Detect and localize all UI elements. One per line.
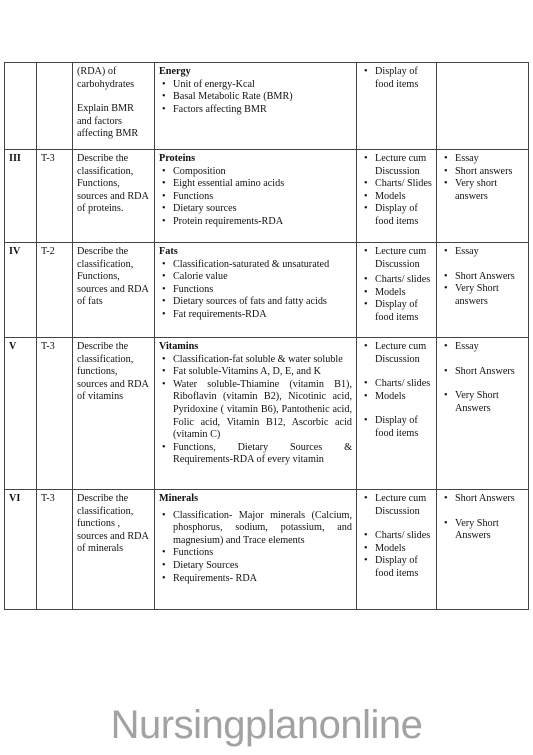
list-item: • Charts/ Slides xyxy=(375,178,432,191)
list-item: • Requirements- RDA xyxy=(173,573,352,586)
spacer xyxy=(77,91,150,103)
list-item: • Dietary sources xyxy=(173,203,352,216)
methods-cell xyxy=(357,63,437,150)
list-item: • Functions xyxy=(173,191,352,204)
table-row xyxy=(5,338,529,490)
list-item: • Lecture cum Discussion xyxy=(375,153,432,178)
list-item: • Models xyxy=(375,391,432,404)
time-cell xyxy=(37,63,73,150)
objective-text: (RDA) of carbohydrates xyxy=(77,66,135,90)
assessment-list xyxy=(441,341,524,415)
content-heading: Proteins xyxy=(159,153,196,164)
content-cell xyxy=(155,63,357,150)
assessment-list xyxy=(441,493,524,543)
content-heading: Minerals xyxy=(159,493,199,504)
list-item: • Charts/ slides xyxy=(375,530,432,543)
list-item: • Water soluble-Thiamine (vitamin B1), Riboflavin (vitamin B2), Nicotinic acid, Pyridoxine ( vitamin B6), Pantothenic acid, Folic acid, Vitamin B12, Ascorbic acid (vitamin C) xyxy=(173,379,352,442)
list-item: • Display of food items xyxy=(375,66,432,91)
unit-cell xyxy=(5,63,37,150)
content-cell xyxy=(155,150,357,243)
list-item: • Fat requirements-RDA xyxy=(173,309,352,322)
unit-cell: III xyxy=(5,150,37,243)
list-item: • Functions, Dietary Sources & Requirements-RDA of every vitamin xyxy=(173,442,352,467)
methods-list xyxy=(361,341,432,441)
content-cell xyxy=(155,490,357,610)
list-item: • Lecture cum Discussion xyxy=(375,341,432,366)
list-item: • Very Short Answers xyxy=(455,518,524,543)
list-item: • Factors affecting BMR xyxy=(173,104,352,117)
objective-text: Explain BMR and factors affecting BMR xyxy=(77,103,139,140)
time-cell: T-2 xyxy=(37,243,73,338)
assessment-cell xyxy=(437,150,529,243)
list-item: • Display of food items xyxy=(375,203,432,228)
list-item: • Short Answers xyxy=(455,271,524,284)
content-cell xyxy=(155,243,357,338)
content-list xyxy=(159,166,352,229)
assessment-cell xyxy=(437,243,529,338)
list-item: • Very Short Answers xyxy=(455,390,524,415)
content-list xyxy=(159,354,352,467)
list-item: • Models xyxy=(375,543,432,556)
objective-cell: Describe the classification, Functions, sources and RDA of proteins. xyxy=(73,150,155,243)
list-item: • Composition xyxy=(173,166,352,179)
list-item: • Essay xyxy=(455,153,524,166)
list-item: • Models xyxy=(375,191,432,204)
list-item: • Charts/ slides xyxy=(375,378,432,391)
assessment-list xyxy=(441,246,524,308)
list-item: • Dietary sources of fats and fatty acids xyxy=(173,296,352,309)
list-item: • Very short answers xyxy=(455,178,524,203)
methods-cell xyxy=(357,490,437,610)
list-item: • Fat soluble-Vitamins A, D, E, and K xyxy=(173,366,352,379)
content-heading: Energy xyxy=(159,66,191,77)
list-item: • Classification-fat soluble & water soluble xyxy=(173,354,352,367)
list-item: • Functions xyxy=(173,547,352,560)
content-cell xyxy=(155,338,357,490)
list-item: • Very Short answers xyxy=(455,283,524,308)
list-item: • Calorie value xyxy=(173,271,352,284)
table-row xyxy=(5,63,529,150)
unit-cell: V xyxy=(5,338,37,490)
unit-cell: IV xyxy=(5,243,37,338)
objective-cell: Describe the classification, Functions, sources and RDA of fats xyxy=(73,243,155,338)
list-item: • Lecture cum Discussion xyxy=(375,493,432,518)
list-item: • Essay xyxy=(455,246,524,259)
objective-cell: Describe the classification, functions , sources and RDA of minerals xyxy=(73,490,155,610)
list-item: • Charts/ slides xyxy=(375,274,432,287)
content-list xyxy=(159,510,352,586)
table-row xyxy=(5,150,529,243)
time-cell: T-3 xyxy=(37,150,73,243)
list-item: • Classification- Major minerals (Calcium, phosphorus, sodium, potassium, and magnesium) and Trace elements xyxy=(173,510,352,548)
assessment-cell xyxy=(437,338,529,490)
list-item: • Functions xyxy=(173,284,352,297)
syllabus-table xyxy=(4,62,529,610)
list-item: • Lecture cum Discussion xyxy=(375,246,432,271)
list-item: • Basal Metabolic Rate (BMR) xyxy=(173,91,352,104)
list-item: • Display of food items xyxy=(375,415,432,440)
list-item: • Models xyxy=(375,287,432,300)
methods-list xyxy=(361,66,432,91)
list-item: • Short Answers xyxy=(455,493,524,506)
content-list xyxy=(159,259,352,322)
list-item: • Essay xyxy=(455,341,524,354)
assessment-cell xyxy=(437,63,529,150)
content-heading: Vitamins xyxy=(159,341,199,352)
content-heading: Fats xyxy=(159,246,178,257)
methods-list xyxy=(361,246,432,325)
time-cell: T-3 xyxy=(37,338,73,490)
content-list xyxy=(159,79,352,117)
list-item: • Short answers xyxy=(455,166,524,179)
methods-cell xyxy=(357,243,437,338)
watermark: Nursingplanonline xyxy=(110,703,423,747)
methods-cell xyxy=(357,150,437,243)
list-item: • Eight essential amino acids xyxy=(173,178,352,191)
unit-cell: VI xyxy=(5,490,37,610)
methods-list xyxy=(361,153,432,229)
objective-cell xyxy=(73,63,155,150)
methods-cell xyxy=(357,338,437,490)
list-item: • Dietary Sources xyxy=(173,560,352,573)
list-item: • Display of food items xyxy=(375,299,432,324)
list-item: • Short Answers xyxy=(455,366,524,379)
table-row xyxy=(5,243,529,338)
assessment-cell xyxy=(437,490,529,610)
list-item: • Display of food items xyxy=(375,555,432,580)
objective-cell: Describe the classification, functions, sources and RDA of vitamins xyxy=(73,338,155,490)
table-row xyxy=(5,490,529,610)
list-item: • Unit of energy-Kcal xyxy=(173,79,352,92)
list-item: • Classification-saturated & unsaturated xyxy=(173,259,352,272)
time-cell: T-3 xyxy=(37,490,73,610)
methods-list xyxy=(361,493,432,581)
assessment-list xyxy=(441,153,524,203)
list-item: • Protein requirements-RDA xyxy=(173,216,352,229)
